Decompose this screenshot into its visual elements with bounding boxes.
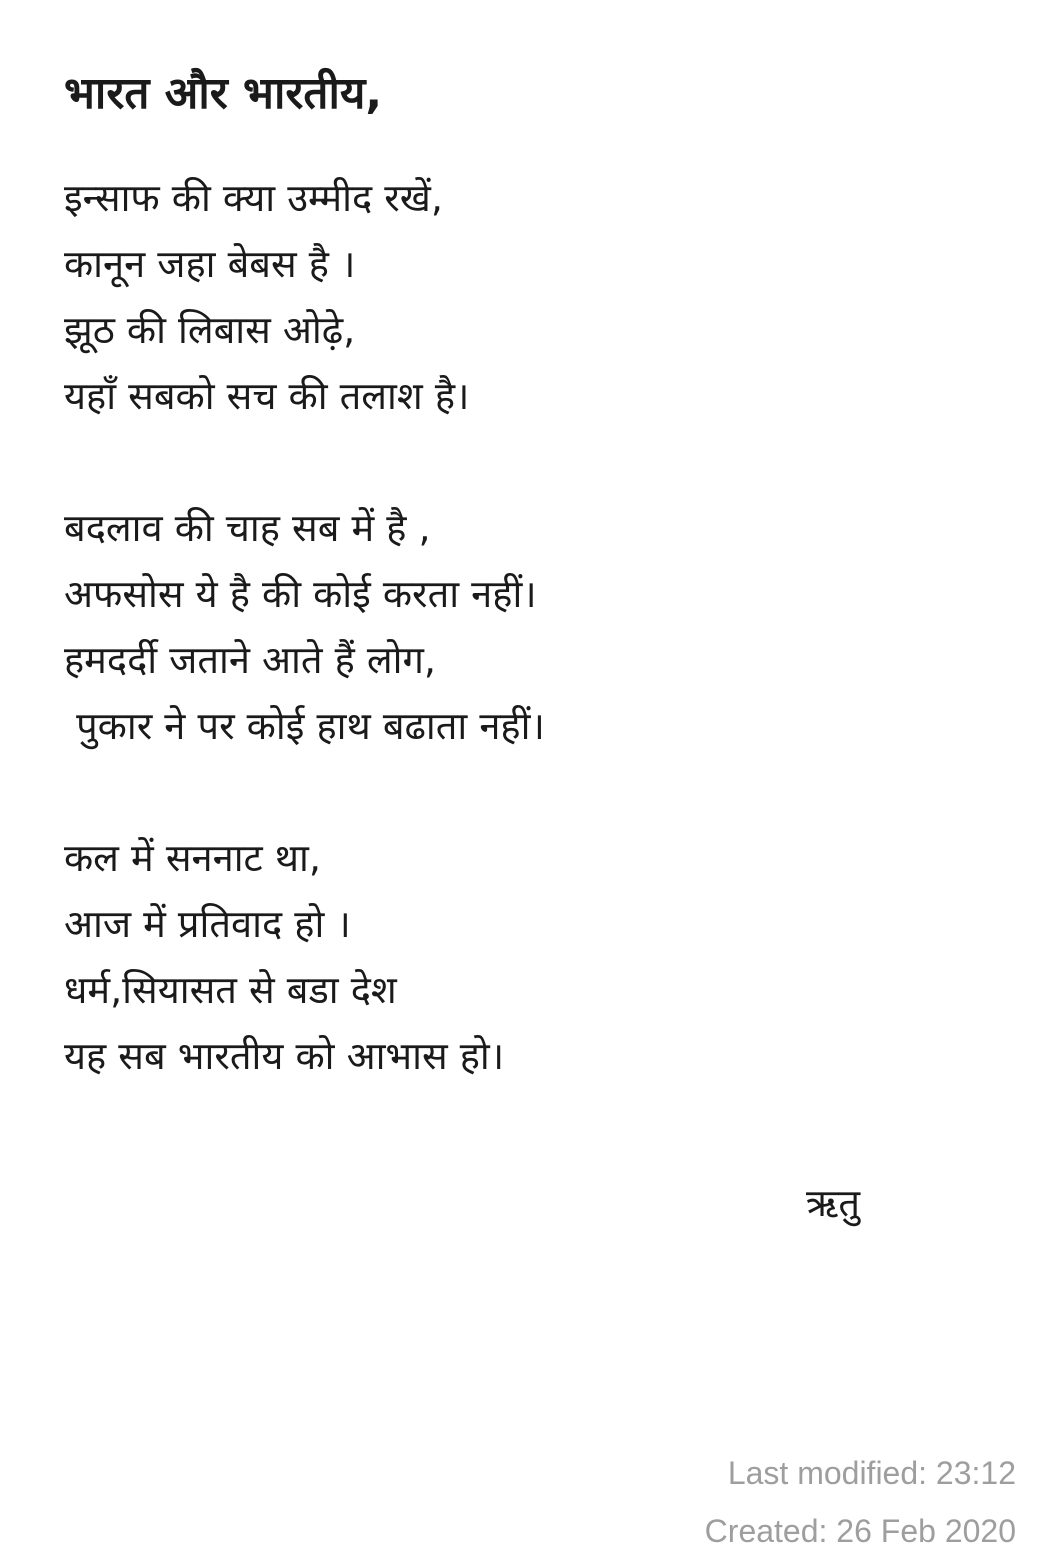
poem-line: आज में प्रतिवाद हो । [64,902,351,946]
poem-line: पुकार ने पर कोई हाथ बढाता नहीं। [64,704,545,748]
created-timestamp: Created: 26 Feb 2020 [704,1513,1016,1549]
poem-line: कानून जहा बेबस है । [64,242,356,286]
poem-line: अफसोस ये है की कोई करता नहीं। [64,572,537,616]
poem-line: हमदर्दी जताने आते हैं लोग, [64,638,436,682]
poem-line: यह सब भारतीय को आभास हो। [64,1034,505,1078]
stanza [64,825,1004,1089]
last-modified-timestamp: Last modified: 23:12 [727,1455,1016,1491]
note-body[interactable] [64,165,1004,1155]
stanza [64,165,1004,429]
poem-line: बदलाव की चाह सब में है , [64,506,431,550]
poem-line: इन्साफ की क्या उम्मीद रखें, [64,176,443,220]
stanza [64,495,1004,759]
note-title: भारत और भारतीय, [64,68,383,119]
signature: ऋतु [806,1181,861,1225]
poem-line: यहाँ सबको सच की तलाश है। [64,374,470,418]
poem-line: झूठ की लिबास ओढ़े, [64,308,356,352]
poem-line: कल में सननाट था, [64,836,321,880]
poem-line: धर्म,सियासत से बडा देश [64,968,397,1012]
